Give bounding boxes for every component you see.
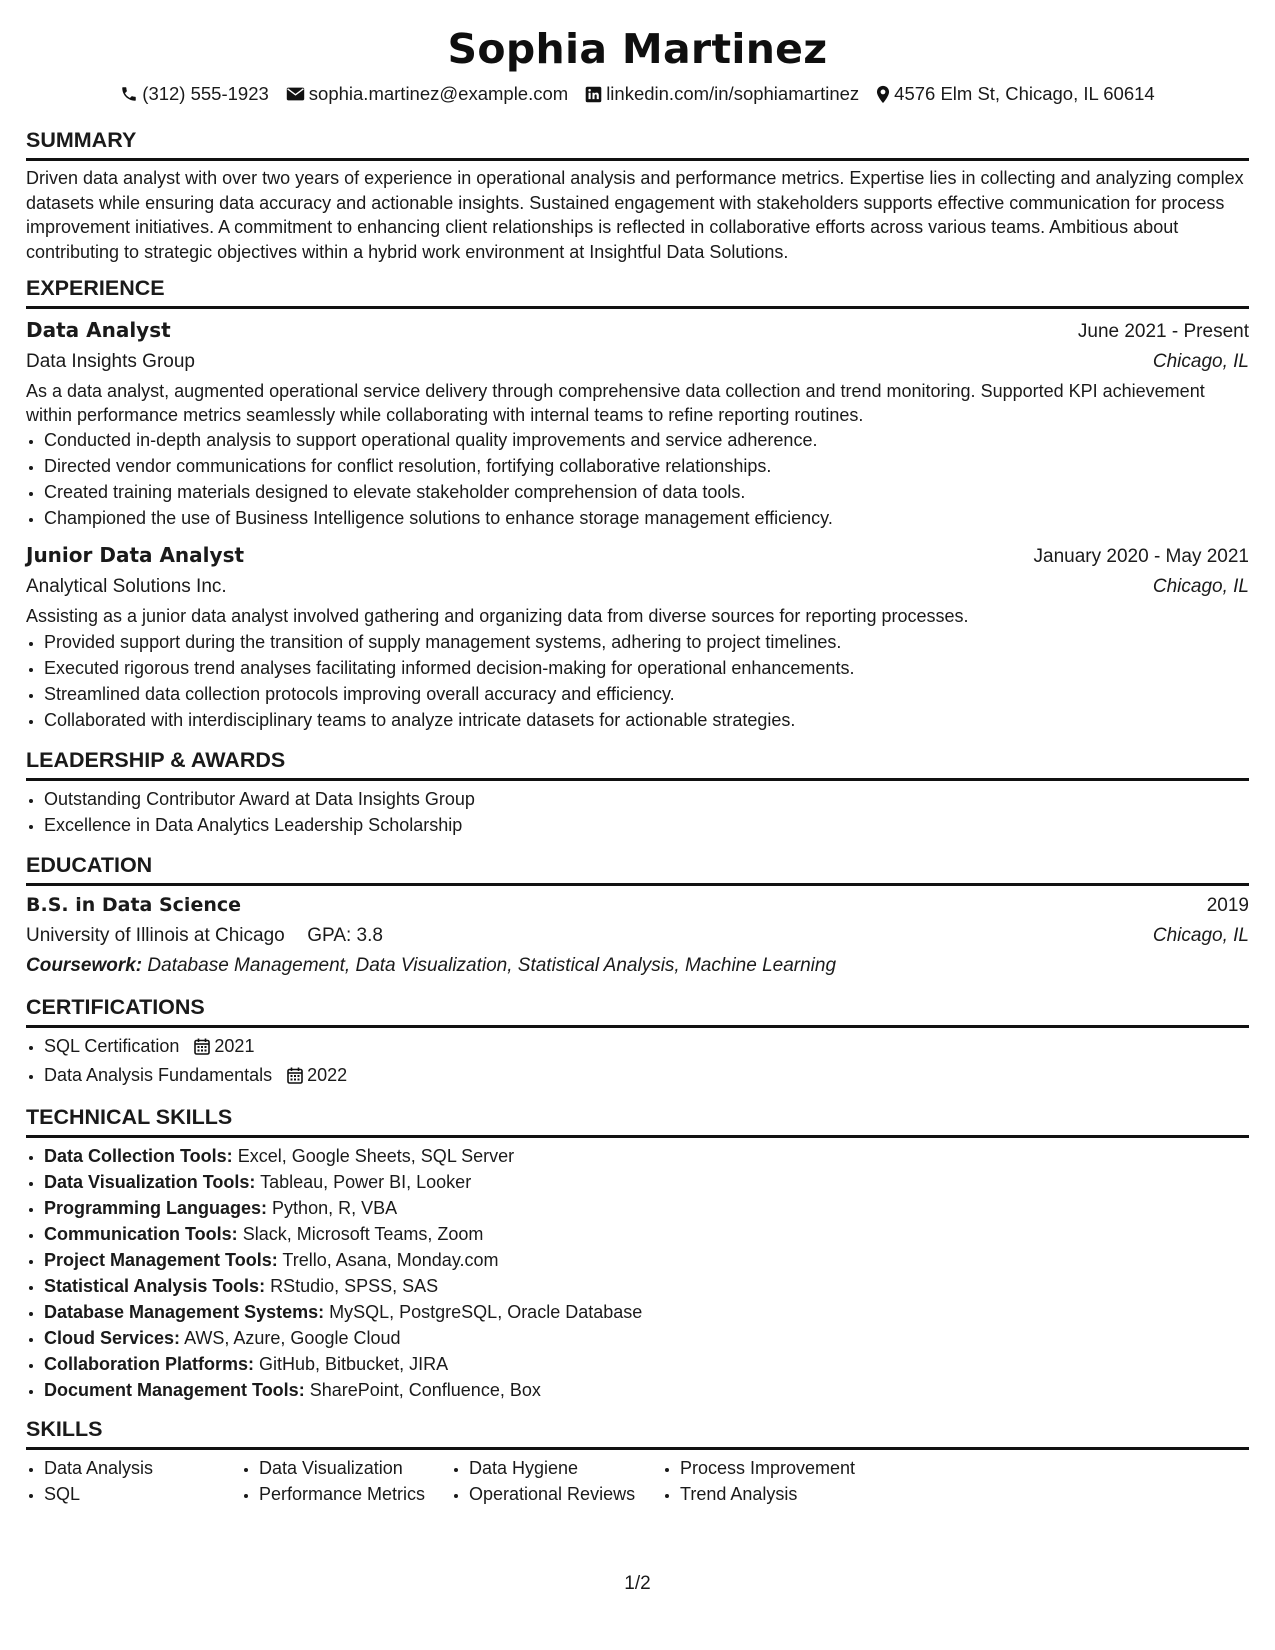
list-item bbox=[44, 1351, 1249, 1377]
summary-text: Driven data analyst with over two years of experience in operational analysis and performance metrics. Expertise lies in collecting and analyzing complex datasets while ensuring data accuracy and actionable insights. Sustained engagement with stakeholders supports effective communication for process improvement initiatives. A commitment to enhancing client relationships is reflected in collaborative efforts across various teams. Ambitious about contributing to strategic objectives within a hybrid work environment at Insightful Data Solutions. bbox=[26, 168, 1244, 262]
education-gpa: GPA: 3.8 bbox=[307, 924, 383, 946]
technical-skills-list bbox=[26, 1143, 1249, 1403]
phone-icon bbox=[120, 85, 138, 103]
skill-values: RStudio, SPSS, SAS bbox=[270, 1275, 439, 1296]
skill-values: Python, R, VBA bbox=[272, 1197, 398, 1218]
linkedin-link[interactable]: linkedin.com/in/sophiamartinez bbox=[606, 83, 860, 104]
section-title-leadership: LEADERSHIP & AWARDS bbox=[26, 746, 1249, 781]
list-item: • Performance Metrics bbox=[259, 1481, 451, 1507]
section-title-education: EDUCATION bbox=[26, 851, 1249, 886]
contact-linkedin[interactable] bbox=[585, 82, 859, 106]
skill-values: Trello, Asana, Monday.com bbox=[282, 1249, 499, 1270]
skills-column bbox=[451, 1455, 662, 1507]
section-title-technical-skills: TECHNICAL SKILLS bbox=[26, 1103, 1249, 1138]
summary-section bbox=[26, 126, 1249, 264]
skill-category: Communication Tools: bbox=[44, 1223, 238, 1244]
candidate-name: Sophia Martinez bbox=[447, 25, 828, 73]
section-title-skills: SKILLS bbox=[26, 1415, 1249, 1450]
list-item: • Operational Reviews bbox=[469, 1481, 662, 1507]
certification-item bbox=[44, 1062, 1249, 1091]
contact-email[interactable] bbox=[286, 82, 568, 106]
job-bullets bbox=[26, 629, 1249, 733]
education-section bbox=[26, 851, 1249, 981]
job-company: Analytical Solutions Inc. bbox=[26, 576, 227, 597]
job-company: Data Insights Group bbox=[26, 351, 195, 372]
list-item: • Provided support during the transition of supply management systems, adhering to project timelines. bbox=[44, 629, 1249, 655]
phone-number: (312) 555-1923 bbox=[142, 83, 269, 104]
skill-values: Tableau, Power BI, Looker bbox=[260, 1171, 472, 1192]
section-title-summary: SUMMARY bbox=[26, 126, 1249, 161]
skill-values: AWS, Azure, Google Cloud bbox=[184, 1327, 401, 1348]
certifications-section bbox=[26, 993, 1249, 1091]
skill-values: GitHub, Bitbucket, JIRA bbox=[259, 1353, 449, 1374]
skill-category: Programming Languages: bbox=[44, 1197, 268, 1218]
skill-values: SharePoint, Confluence, Box bbox=[309, 1379, 541, 1400]
job-entry bbox=[26, 540, 1249, 733]
skills-column bbox=[662, 1455, 922, 1507]
list-item bbox=[44, 1247, 1249, 1273]
technical-skills-section bbox=[26, 1103, 1249, 1403]
address-text: 4576 Elm St, Chicago, IL 60614 bbox=[894, 83, 1155, 104]
skills-section bbox=[26, 1415, 1249, 1507]
skill-category: Database Management Systems: bbox=[44, 1301, 325, 1322]
skill-category: Data Visualization Tools: bbox=[44, 1171, 256, 1192]
contact-address bbox=[876, 82, 1155, 106]
skills-grid bbox=[26, 1455, 1249, 1507]
job-dates: January 2020 - May 2021 bbox=[1033, 546, 1249, 567]
section-title-experience: EXPERIENCE bbox=[26, 274, 1249, 309]
list-item: • Data Visualization bbox=[259, 1455, 451, 1481]
calendar-icon bbox=[287, 1065, 303, 1091]
list-item: • Created training materials designed to elevate stakeholder comprehension of data tools. bbox=[44, 479, 1249, 505]
list-item: • Data Analysis bbox=[44, 1455, 241, 1481]
education-coursework bbox=[26, 951, 1249, 981]
contact-phone bbox=[120, 82, 269, 106]
certification-item bbox=[44, 1033, 1249, 1062]
education-location: Chicago, IL bbox=[1152, 924, 1249, 946]
list-item bbox=[44, 1273, 1249, 1299]
education-year: 2019 bbox=[1206, 894, 1249, 916]
list-item: • Championed the use of Business Intelligence solutions to enhance storage management efficiency. bbox=[44, 505, 1249, 531]
page-number: 1/2 bbox=[624, 1573, 651, 1594]
job-bullets bbox=[26, 427, 1249, 531]
skill-category: Statistical Analysis Tools: bbox=[44, 1275, 266, 1296]
coursework-label: Coursework: bbox=[26, 954, 143, 976]
list-item: • Outstanding Contributor Award at Data Insights Group bbox=[44, 786, 1249, 812]
skill-category: Project Management Tools: bbox=[44, 1249, 278, 1270]
job-location: Chicago, IL bbox=[1152, 576, 1249, 597]
list-item: • Executed rigorous trend analyses facilitating informed decision-making for operational enhancements. bbox=[44, 655, 1249, 681]
list-item: • Process Improvement bbox=[680, 1455, 922, 1481]
map-pin-icon bbox=[876, 85, 890, 104]
skills-column bbox=[26, 1455, 241, 1507]
list-item: • Excellence in Data Analytics Leadership Scholarship bbox=[44, 812, 1249, 838]
list-item bbox=[44, 1169, 1249, 1195]
coursework-list: Database Management, Data Visualization, Statistical Analysis, Machine Learning bbox=[147, 954, 837, 976]
resume-page bbox=[26, 0, 1249, 1507]
list-item bbox=[44, 1221, 1249, 1247]
skill-category: Document Management Tools: bbox=[44, 1379, 305, 1400]
contact-bar bbox=[26, 82, 1249, 106]
list-item bbox=[44, 1195, 1249, 1221]
education-school-line bbox=[26, 921, 383, 951]
education-degree: B.S. in Data Science bbox=[26, 893, 242, 916]
certifications-list bbox=[26, 1033, 1249, 1091]
skill-category: Cloud Services: bbox=[44, 1327, 181, 1348]
list-item: • Trend Analysis bbox=[680, 1481, 922, 1507]
leadership-list bbox=[26, 786, 1249, 838]
leadership-section bbox=[26, 746, 1249, 838]
list-item: • SQL bbox=[44, 1481, 241, 1507]
certification-year: 2022 bbox=[307, 1064, 348, 1085]
list-item: • Data Hygiene bbox=[469, 1455, 662, 1481]
list-item: • Streamlined data collection protocols improving overall accuracy and efficiency. bbox=[44, 681, 1249, 707]
certification-year: 2021 bbox=[214, 1035, 255, 1056]
calendar-icon bbox=[194, 1036, 210, 1062]
experience-section bbox=[26, 274, 1249, 733]
list-item bbox=[44, 1377, 1249, 1403]
skill-category: Collaboration Platforms: bbox=[44, 1353, 255, 1374]
job-location: Chicago, IL bbox=[1152, 351, 1249, 372]
skill-values: Slack, Microsoft Teams, Zoom bbox=[242, 1223, 484, 1244]
job-description: Assisting as a junior data analyst involved gathering and organizing data from diverse sources for reporting processes. bbox=[26, 606, 969, 626]
skills-column bbox=[241, 1455, 451, 1507]
list-item: • Collaborated with interdisciplinary teams to analyze intricate datasets for actionable strategies. bbox=[44, 707, 1249, 733]
envelope-icon bbox=[286, 86, 305, 102]
skill-values: Excel, Google Sheets, SQL Server bbox=[237, 1145, 515, 1166]
certification-name: SQL Certification bbox=[44, 1035, 180, 1056]
job-description: As a data analyst, augmented operational service delivery through comprehensive data collection and trend monitoring. Supported KPI achievement within performance metrics seamlessly while collaborating with internal teams to refine reporting routines. bbox=[26, 381, 1205, 425]
job-entry bbox=[26, 315, 1249, 531]
linkedin-icon bbox=[585, 86, 602, 103]
education-school: University of Illinois at Chicago bbox=[26, 924, 285, 946]
list-item bbox=[44, 1143, 1249, 1169]
skill-values: MySQL, PostgreSQL, Oracle Database bbox=[329, 1301, 643, 1322]
list-item bbox=[44, 1325, 1249, 1351]
section-title-certifications: CERTIFICATIONS bbox=[26, 993, 1249, 1028]
job-dates: June 2021 - Present bbox=[1077, 321, 1249, 342]
list-item bbox=[44, 1299, 1249, 1325]
skill-category: Data Collection Tools: bbox=[44, 1145, 233, 1166]
email-link[interactable]: sophia.martinez@example.com bbox=[308, 83, 569, 104]
job-title: Junior Data Analyst bbox=[26, 543, 245, 567]
job-title: Data Analyst bbox=[26, 318, 171, 342]
certification-name: Data Analysis Fundamentals bbox=[44, 1064, 273, 1085]
list-item: • Directed vendor communications for conflict resolution, fortifying collaborative relationships. bbox=[44, 453, 1249, 479]
list-item: • Conducted in-depth analysis to support operational quality improvements and service adherence. bbox=[44, 427, 1249, 453]
